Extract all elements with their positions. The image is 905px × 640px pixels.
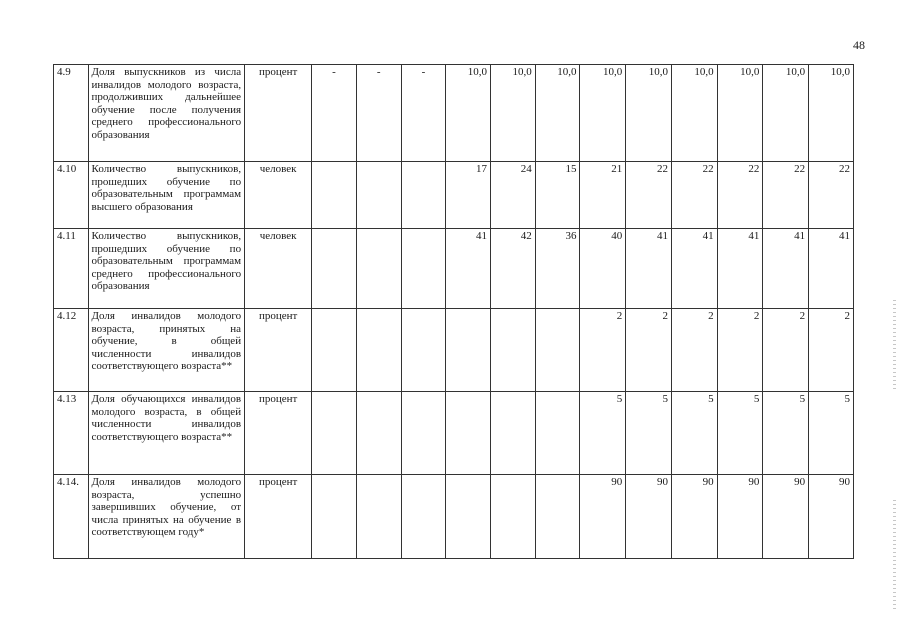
value-cell: 41	[809, 229, 854, 309]
value-cell: 90	[717, 475, 763, 559]
value-cell: 10,0	[671, 65, 717, 162]
value-cell	[491, 392, 536, 475]
value-cell: 2	[671, 309, 717, 392]
value-cell	[356, 392, 401, 475]
value-cell: 90	[671, 475, 717, 559]
value-cell	[401, 229, 446, 309]
value-cell: 90	[626, 475, 672, 559]
value-cell: -	[356, 65, 401, 162]
indicator-name: Доля выпускников из числа инвалидов молодого возраста, продолживших дальнейшее обучение после получения среднего профессионального образования	[88, 65, 245, 162]
indicator-name: Количество выпускников, прошедших обучение по образовательным программам высшего образования	[88, 162, 245, 229]
value-cell	[356, 309, 401, 392]
value-cell: 2	[763, 309, 809, 392]
value-cell: 15	[535, 162, 580, 229]
value-cell: 41	[446, 229, 491, 309]
page-number: 48	[853, 38, 865, 52]
value-cell	[491, 309, 536, 392]
value-cell	[535, 475, 580, 559]
value-cell: -	[401, 65, 446, 162]
value-cell	[356, 475, 401, 559]
value-cell: 22	[626, 162, 672, 229]
value-cell	[446, 309, 491, 392]
value-cell: 22	[671, 162, 717, 229]
indicators-table	[53, 64, 854, 559]
scan-artifact	[893, 300, 896, 390]
value-cell: 90	[763, 475, 809, 559]
value-cell: 40	[580, 229, 626, 309]
value-cell: 36	[535, 229, 580, 309]
row-number: 4.13	[54, 392, 89, 475]
value-cell: 2	[717, 309, 763, 392]
row-number: 4.11	[54, 229, 89, 309]
unit-cell: процент	[245, 392, 312, 475]
value-cell: 10,0	[717, 65, 763, 162]
row-number: 4.10	[54, 162, 89, 229]
indicator-name: Количество выпускников, прошедших обучение по образовательным программам среднего профессионального образования	[88, 229, 245, 309]
value-cell: 10,0	[535, 65, 580, 162]
value-cell	[535, 309, 580, 392]
value-cell: 17	[446, 162, 491, 229]
value-cell	[312, 475, 357, 559]
value-cell: 5	[763, 392, 809, 475]
unit-cell: человек	[245, 229, 312, 309]
value-cell: -	[312, 65, 357, 162]
indicator-name: Доля обучающихся инвалидов молодого возраста, в общей численности инвалидов соответствующего возраста**	[88, 392, 245, 475]
value-cell	[401, 162, 446, 229]
value-cell	[446, 475, 491, 559]
value-cell	[312, 229, 357, 309]
value-cell	[535, 392, 580, 475]
row-number: 4.9	[54, 65, 89, 162]
value-cell	[401, 309, 446, 392]
indicator-name: Доля инвалидов молодого возраста, принятых на обучение, в общей численности инвалидов соответствующего возраста**	[88, 309, 245, 392]
table-row	[54, 392, 854, 475]
value-cell: 22	[763, 162, 809, 229]
value-cell: 2	[809, 309, 854, 392]
unit-cell: процент	[245, 475, 312, 559]
value-cell	[401, 392, 446, 475]
scan-artifact	[893, 500, 896, 610]
value-cell: 10,0	[491, 65, 536, 162]
value-cell	[401, 475, 446, 559]
value-cell	[356, 162, 401, 229]
value-cell: 2	[626, 309, 672, 392]
table-row	[54, 162, 854, 229]
unit-cell: процент	[245, 65, 312, 162]
value-cell: 24	[491, 162, 536, 229]
value-cell: 22	[717, 162, 763, 229]
row-number: 4.12	[54, 309, 89, 392]
indicator-name: Доля инвалидов молодого возраста, успешно завершивших обучение, от числа принятых на обучение в соответствующем году*	[88, 475, 245, 559]
value-cell: 5	[580, 392, 626, 475]
value-cell: 10,0	[763, 65, 809, 162]
value-cell	[446, 392, 491, 475]
value-cell: 2	[580, 309, 626, 392]
value-cell: 22	[809, 162, 854, 229]
table-row	[54, 229, 854, 309]
unit-cell: процент	[245, 309, 312, 392]
value-cell: 41	[717, 229, 763, 309]
value-cell: 42	[491, 229, 536, 309]
value-cell: 41	[626, 229, 672, 309]
value-cell	[312, 162, 357, 229]
value-cell: 41	[763, 229, 809, 309]
value-cell	[312, 309, 357, 392]
value-cell: 10,0	[580, 65, 626, 162]
row-number: 4.14.	[54, 475, 89, 559]
value-cell: 41	[671, 229, 717, 309]
table-row	[54, 309, 854, 392]
value-cell	[491, 475, 536, 559]
value-cell	[356, 229, 401, 309]
value-cell: 10,0	[446, 65, 491, 162]
table-row	[54, 65, 854, 162]
value-cell: 5	[626, 392, 672, 475]
value-cell: 5	[717, 392, 763, 475]
table-row	[54, 475, 854, 559]
value-cell: 5	[671, 392, 717, 475]
value-cell: 10,0	[626, 65, 672, 162]
value-cell: 90	[809, 475, 854, 559]
value-cell: 10,0	[809, 65, 854, 162]
value-cell	[312, 392, 357, 475]
value-cell: 5	[809, 392, 854, 475]
value-cell: 21	[580, 162, 626, 229]
unit-cell: человек	[245, 162, 312, 229]
value-cell: 90	[580, 475, 626, 559]
